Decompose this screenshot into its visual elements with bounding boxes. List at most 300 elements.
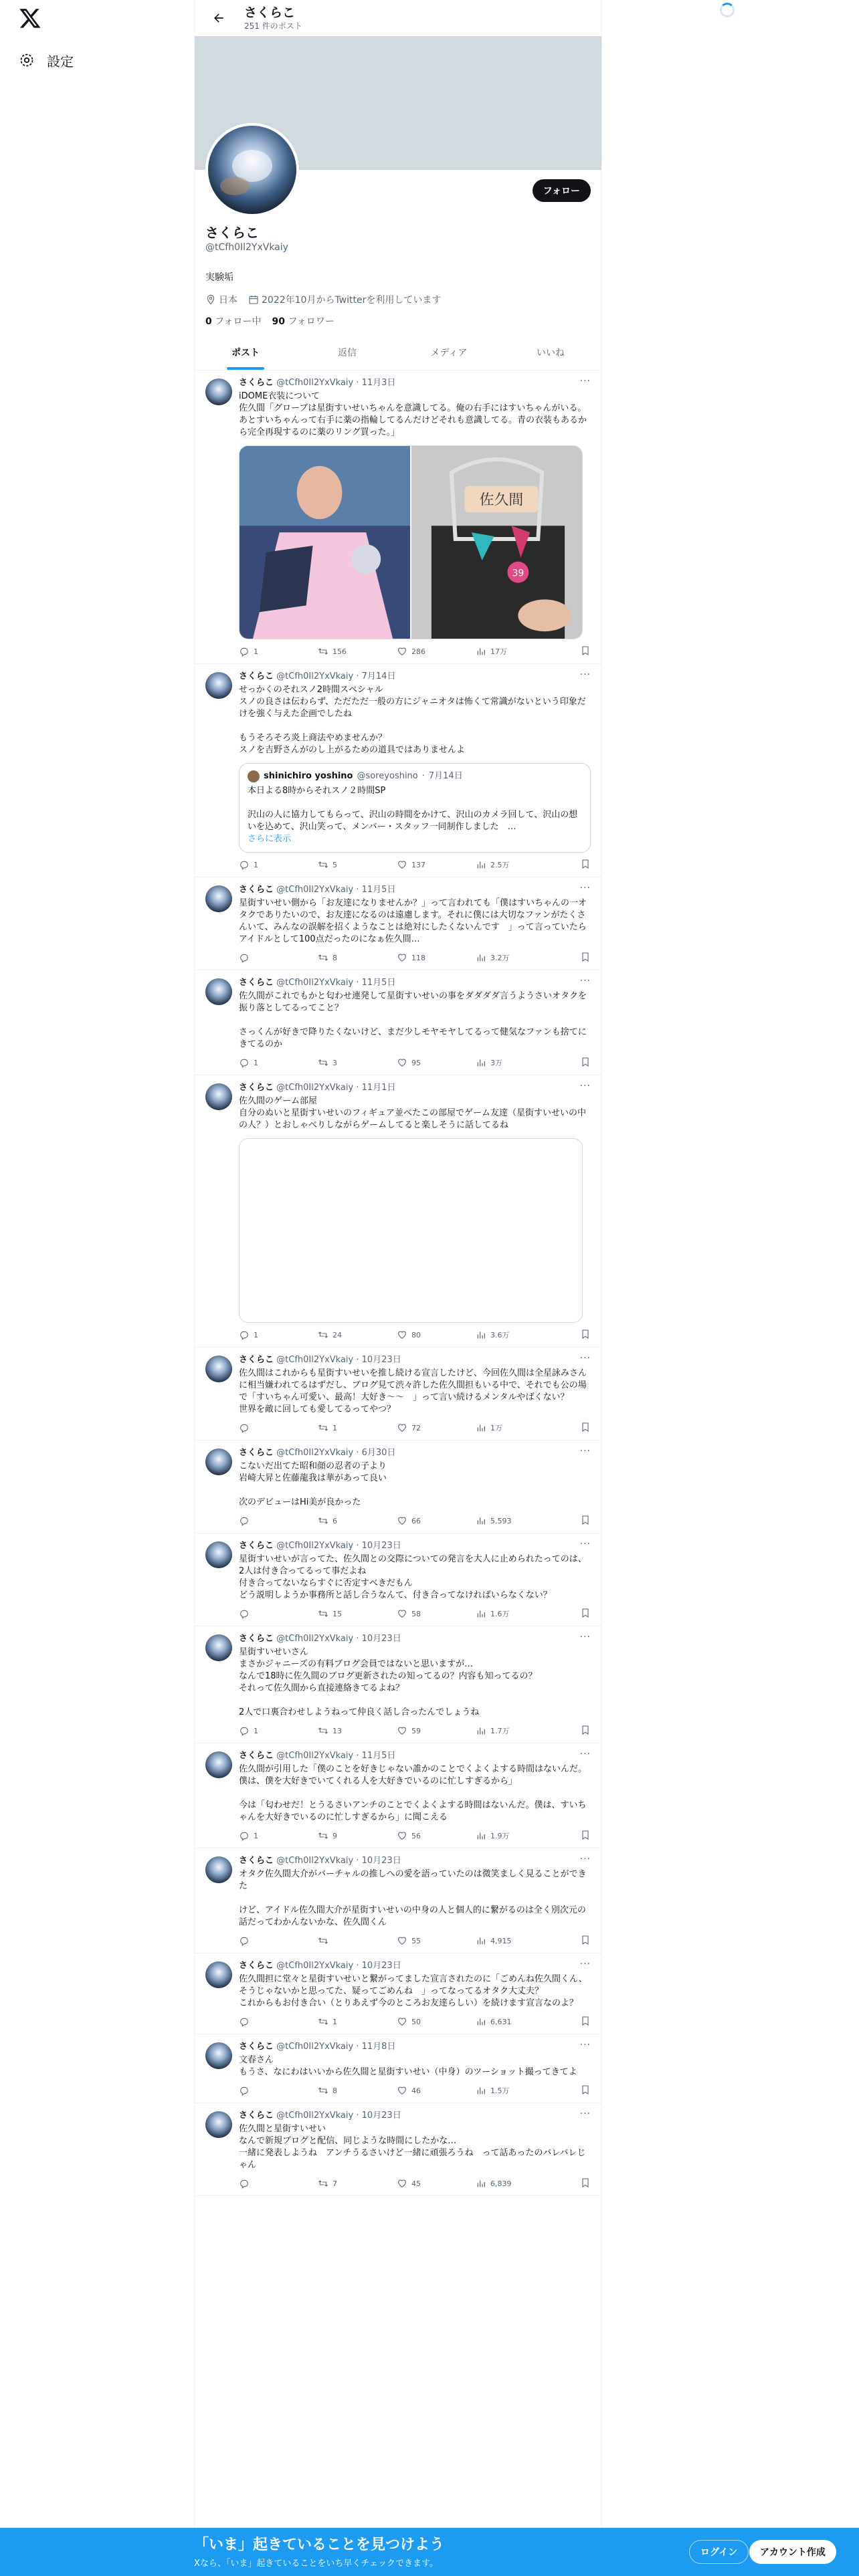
gear-icon <box>19 52 35 68</box>
views-button[interactable] <box>476 646 555 657</box>
heart-icon <box>397 1057 407 1068</box>
like-button[interactable] <box>397 1725 476 1736</box>
tweet-photo-performer[interactable] <box>240 446 410 639</box>
bookmark-button[interactable] <box>580 1830 591 1842</box>
bottom-signup-bar <box>0 2528 859 2576</box>
tweet-photo-bag[interactable] <box>411 446 582 639</box>
like-button[interactable] <box>397 1830 476 1841</box>
views-chart-icon <box>476 1830 486 1841</box>
quote-tweet[interactable] <box>239 763 591 853</box>
tweet-media[interactable] <box>239 445 583 639</box>
views-count: 3.6万 <box>490 1331 510 1339</box>
tweet-date[interactable]: 11月3日 <box>361 378 396 388</box>
reply-icon <box>239 952 250 963</box>
tweet-dot: · <box>353 378 362 388</box>
retweet-button[interactable] <box>318 1422 397 1433</box>
heart-icon <box>397 1935 407 1946</box>
tab-posts[interactable]: ポスト <box>195 334 296 370</box>
tweet-header <box>239 1633 591 1645</box>
retweet-button[interactable] <box>318 1515 397 1526</box>
retweet-count: 1 <box>332 2017 337 2026</box>
tweet-avatar[interactable] <box>205 672 232 699</box>
views-button[interactable] <box>476 1725 555 1736</box>
retweet-button[interactable] <box>318 1057 397 1068</box>
tweet-date[interactable]: 11月5日 <box>361 885 396 895</box>
arrow-left-icon <box>212 11 225 25</box>
tweet-avatar[interactable] <box>205 2042 232 2069</box>
views-chart-icon <box>476 952 486 963</box>
tweet-author-handle: @tCfh0Il2YxVkaiy <box>276 671 354 681</box>
tweet-author-handle: @tCfh0Il2YxVkaiy <box>276 2111 354 2121</box>
tweet-avatar[interactable] <box>205 1356 232 1382</box>
tweet-avatar[interactable] <box>205 978 232 1005</box>
retweet-icon <box>318 2016 328 2027</box>
bottom-bar-text <box>194 2536 444 2569</box>
bookmark-icon <box>580 1608 591 1618</box>
views-button[interactable] <box>476 2016 555 2027</box>
tweet-author-handle: @tCfh0Il2YxVkaiy <box>276 1751 354 1761</box>
profile-location-text: 日本 <box>219 295 237 306</box>
profile-handle: @tCfh0Il2YxVkaiy <box>205 242 288 253</box>
tweet-actions <box>239 1724 591 1737</box>
retweet-count: 15 <box>332 1609 342 1618</box>
views-button[interactable] <box>476 1830 555 1841</box>
reply-button[interactable] <box>239 1329 318 1340</box>
tweet-author-name[interactable]: さくらこ <box>239 378 274 388</box>
more-options-icon[interactable]: ··· <box>579 1539 591 1549</box>
tweet-author-name[interactable]: さくらこ <box>239 1083 274 1093</box>
tweet-author-handle: @tCfh0Il2YxVkaiy <box>276 2042 354 2052</box>
reply-count: 1 <box>254 1058 258 1067</box>
tweet[interactable] <box>195 1348 601 1440</box>
tweet-author-handle: @tCfh0Il2YxVkaiy <box>276 1634 354 1644</box>
tweet-date[interactable]: 11月5日 <box>361 978 396 988</box>
retweet-button[interactable] <box>318 1725 397 1736</box>
tweet[interactable] <box>195 2103 601 2196</box>
like-count: 55 <box>411 1936 421 1945</box>
like-button[interactable] <box>397 2016 476 2027</box>
retweet-icon <box>318 1608 328 1619</box>
bookmark-button[interactable] <box>580 952 591 964</box>
tweet-actions <box>239 1607 591 1620</box>
reply-button[interactable] <box>239 1057 318 1068</box>
reply-icon <box>239 1935 250 1946</box>
retweet-button[interactable] <box>318 859 397 870</box>
tweet-dot: · <box>353 885 362 895</box>
like-button[interactable] <box>397 2085 476 2096</box>
nav-settings[interactable] <box>19 47 74 74</box>
tweet[interactable] <box>195 1743 601 1848</box>
retweet-count: 5 <box>332 860 337 869</box>
tweet-header <box>239 671 591 683</box>
tweet-actions <box>239 1514 591 1527</box>
profile-avatar[interactable] <box>205 123 299 217</box>
tweet-author-name[interactable]: さくらこ <box>239 978 274 988</box>
reply-icon <box>239 1422 250 1433</box>
reply-button[interactable] <box>239 952 318 963</box>
profile-bio: 実験垢 <box>205 272 233 283</box>
views-button[interactable] <box>476 1329 555 1340</box>
tweet-date[interactable]: 11月8日 <box>361 2042 396 2052</box>
tweet-header <box>239 977 591 989</box>
tweet-dot: · <box>353 671 362 681</box>
location-pin-icon <box>205 294 216 305</box>
retweet-icon <box>318 1329 328 1340</box>
loading-spinner-icon <box>720 3 735 17</box>
more-options-icon[interactable]: ··· <box>579 976 591 986</box>
reply-icon <box>239 1515 250 1526</box>
tweet-date[interactable]: 10月23日 <box>361 1541 401 1551</box>
profile-joined-text: 2022年10月からTwitterを利用しています <box>262 295 442 306</box>
more-options-icon[interactable]: ··· <box>579 1353 591 1364</box>
views-button[interactable] <box>476 1515 555 1526</box>
more-options-icon[interactable]: ··· <box>579 1854 591 1864</box>
tweet-dot: · <box>353 1856 362 1866</box>
bookmark-button[interactable] <box>580 859 591 871</box>
bookmark-icon <box>580 2016 591 2026</box>
views-chart-icon <box>476 859 486 870</box>
bookmark-button[interactable] <box>580 2177 591 2190</box>
tweet-author-handle: @tCfh0Il2YxVkaiy <box>276 378 354 388</box>
followers-count: 90 <box>272 316 285 327</box>
retweet-button[interactable] <box>318 2016 397 2027</box>
tweet[interactable] <box>195 1953 601 2034</box>
quote-dot: · <box>421 771 425 781</box>
more-options-icon[interactable]: ··· <box>579 1081 591 1091</box>
following-count: 0 <box>205 316 212 327</box>
tweet-author-name[interactable]: さくらこ <box>239 1541 274 1551</box>
views-count: 1万 <box>490 1424 502 1432</box>
retweet-button[interactable] <box>318 1830 397 1841</box>
more-options-icon[interactable]: ··· <box>579 376 591 387</box>
tweet-date[interactable]: 7月14日 <box>361 671 396 681</box>
tweet[interactable] <box>195 2034 601 2103</box>
like-button[interactable] <box>397 1422 476 1433</box>
tweet-text: iDOME衣装について 佐久間「グローブは星街すいせいちゃんを意識してる。俺の右手にはすいちゃんがいる。あとすいちゃんって右手に薬の指輪してるんだけどそれも意識してる。青の衣装もあるから完全再現するのに薬のリング買った。」 <box>239 391 587 437</box>
tweet-actions <box>239 2177 591 2190</box>
views-count: 1.7万 <box>490 1727 510 1735</box>
retweet-button[interactable] <box>318 2178 397 2189</box>
bookmark-button[interactable] <box>580 1422 591 1434</box>
views-button[interactable] <box>476 1057 555 1068</box>
tweet-author-name[interactable]: さくらこ <box>239 1856 274 1866</box>
views-count: 1.6万 <box>490 1610 510 1618</box>
follow-button[interactable]: フォロー <box>533 179 591 202</box>
bookmark-button[interactable] <box>580 1935 591 1947</box>
reply-icon <box>239 2178 250 2189</box>
retweet-button[interactable] <box>318 1608 397 1619</box>
tweet-dot: · <box>353 1541 362 1551</box>
retweet-button[interactable] <box>318 952 397 963</box>
tweet-text: こないだ出てた昭和顔の忍者の子より 岩崎大昇と佐藤龍我は華があって良い 次のデビューはHi美が良かった <box>239 1461 387 1507</box>
reply-button[interactable] <box>239 1725 318 1736</box>
quote-show-more-link[interactable]: さらに表示 <box>248 834 292 844</box>
retweet-button[interactable] <box>318 1329 397 1340</box>
like-button[interactable] <box>397 1329 476 1340</box>
tweet-date[interactable]: 11月5日 <box>361 1751 396 1761</box>
tweet-date[interactable]: 10月23日 <box>361 1961 401 1971</box>
profile-follow-stats <box>205 314 593 328</box>
tweet-avatar[interactable] <box>205 1083 232 1110</box>
reply-button[interactable] <box>239 1935 318 1946</box>
tweet-author-name[interactable]: さくらこ <box>239 2111 274 2121</box>
reply-button[interactable] <box>239 2178 318 2189</box>
retweet-icon <box>318 1057 328 1068</box>
like-button[interactable] <box>397 859 476 870</box>
retweet-button[interactable] <box>318 646 397 657</box>
reply-button[interactable] <box>239 859 318 870</box>
reply-button[interactable] <box>239 1830 318 1841</box>
profile-name: さくらこ <box>205 225 259 241</box>
more-options-icon[interactable]: ··· <box>579 2109 591 2119</box>
like-button[interactable] <box>397 1515 476 1526</box>
timeline <box>195 370 601 2196</box>
like-count: 137 <box>411 860 425 869</box>
more-options-icon[interactable]: ··· <box>579 1749 591 1759</box>
views-count: 1.9万 <box>490 1832 510 1840</box>
views-count: 6,839 <box>490 2179 512 2188</box>
bookmark-button[interactable] <box>580 1725 591 1737</box>
tweet-actions <box>239 2015 591 2028</box>
like-count: 118 <box>411 953 425 962</box>
retweet-icon <box>318 952 328 963</box>
tweet-actions <box>239 1829 591 1842</box>
tweet-author-name[interactable]: さくらこ <box>239 671 274 681</box>
retweet-icon <box>318 1422 328 1433</box>
views-button[interactable] <box>476 2085 555 2096</box>
tweet-date[interactable]: 11月1日 <box>361 1083 396 1093</box>
bookmark-button[interactable] <box>580 1057 591 1069</box>
back-button[interactable] <box>205 5 232 31</box>
views-count: 17万 <box>490 647 507 656</box>
tweet-author-name[interactable]: さくらこ <box>239 1355 274 1365</box>
profile-tabs <box>195 334 601 370</box>
reply-count: 1 <box>254 1831 258 1840</box>
tweet-header <box>239 1447 591 1459</box>
tweet-author-name[interactable]: さくらこ <box>239 2042 274 2052</box>
following-link[interactable] <box>205 314 262 328</box>
like-button[interactable] <box>397 2178 476 2189</box>
bookmark-icon <box>580 1329 591 1339</box>
views-button[interactable] <box>476 859 555 870</box>
tweet-author-handle: @tCfh0Il2YxVkaiy <box>276 885 354 895</box>
tweet-avatar[interactable] <box>205 885 232 912</box>
like-button[interactable] <box>397 1935 476 1946</box>
more-options-icon[interactable]: ··· <box>579 1632 591 1642</box>
views-button[interactable] <box>476 1422 555 1433</box>
tweet-author-name[interactable]: さくらこ <box>239 1634 274 1644</box>
quote-author-name: shinichiro yoshino <box>264 771 353 781</box>
like-button[interactable] <box>397 952 476 963</box>
bookmark-button[interactable] <box>580 645 591 658</box>
retweet-button[interactable] <box>318 1935 397 1946</box>
views-chart-icon <box>476 1935 486 1946</box>
tweet-avatar[interactable] <box>205 1541 232 1568</box>
more-options-icon[interactable]: ··· <box>579 1959 591 1969</box>
tweet-avatar[interactable] <box>205 1751 232 1778</box>
views-count: 4,915 <box>490 1936 512 1945</box>
tweet-actions <box>239 1934 591 1947</box>
header-post-count: 251 件のポスト <box>244 21 302 31</box>
bookmark-icon <box>580 952 591 962</box>
tweet-date[interactable]: 10月23日 <box>361 1355 401 1365</box>
tweet[interactable] <box>195 1075 601 1348</box>
views-count: 2.5万 <box>490 861 510 869</box>
tweet-header <box>239 377 591 389</box>
tweet-dot: · <box>353 1355 362 1365</box>
views-button[interactable] <box>476 2178 555 2189</box>
tweet-avatar[interactable] <box>205 1856 232 1883</box>
tweet-embed-placeholder[interactable] <box>239 1138 583 1323</box>
bookmark-icon <box>580 859 591 869</box>
views-chart-icon <box>476 1608 486 1619</box>
views-button[interactable] <box>476 1935 555 1946</box>
heart-icon <box>397 1830 407 1841</box>
reply-button[interactable] <box>239 1515 318 1526</box>
tweet-actions <box>239 951 591 964</box>
bookmark-icon <box>580 2084 591 2095</box>
reply-icon <box>239 1329 250 1340</box>
like-button[interactable] <box>397 1057 476 1068</box>
tweet-author-handle: @tCfh0Il2YxVkaiy <box>276 978 354 988</box>
tweet-date[interactable]: 10月23日 <box>361 1634 401 1644</box>
tweet-header <box>239 1855 591 1867</box>
tab-likes[interactable]: いいね <box>537 347 565 358</box>
heart-icon <box>397 859 407 870</box>
tab-media[interactable]: メディア <box>430 347 468 358</box>
followers-label: フォロワー <box>288 316 335 327</box>
reply-icon <box>239 1057 250 1068</box>
heart-icon <box>397 1725 407 1736</box>
bookmark-button[interactable] <box>580 2084 591 2097</box>
tweet[interactable] <box>195 664 601 877</box>
tweet-date[interactable]: 10月23日 <box>361 2111 401 2121</box>
bookmark-button[interactable] <box>580 1329 591 1341</box>
tweet[interactable] <box>195 1626 601 1743</box>
more-options-icon[interactable]: ··· <box>579 883 591 893</box>
x-logo-icon[interactable] <box>19 7 41 29</box>
quote-avatar <box>248 770 260 782</box>
profile-info <box>205 225 593 328</box>
reply-icon <box>239 859 250 870</box>
bookmark-button[interactable] <box>580 1608 591 1620</box>
heart-icon <box>397 1329 407 1340</box>
views-count: 5,593 <box>490 1516 512 1525</box>
retweet-icon <box>318 646 328 657</box>
reply-count: 1 <box>254 1726 258 1735</box>
reply-button[interactable] <box>239 2085 318 2096</box>
header-text <box>244 5 302 31</box>
like-button[interactable] <box>397 646 476 657</box>
bookmark-button[interactable] <box>580 1515 591 1527</box>
tweet-avatar[interactable] <box>205 379 232 405</box>
quote-date: 7月14日 <box>428 771 463 781</box>
tweet-actions <box>239 2084 591 2097</box>
login-button[interactable]: ログイン <box>689 2540 749 2564</box>
tweet-header <box>239 1750 591 1762</box>
tweet-author-name[interactable]: さくらこ <box>239 1961 274 1971</box>
retweet-button[interactable] <box>318 2085 397 2096</box>
tweet[interactable] <box>195 1848 601 1953</box>
reply-button[interactable] <box>239 2016 318 2027</box>
tweet-date[interactable]: 6月30日 <box>361 1448 396 1458</box>
like-count: 56 <box>411 1831 421 1840</box>
bookmark-icon <box>580 1057 591 1067</box>
tweet-actions <box>239 1056 591 1069</box>
more-options-icon[interactable]: ··· <box>579 2040 591 2050</box>
reply-icon <box>239 1830 250 1841</box>
tweet-avatar[interactable] <box>205 1634 232 1661</box>
tweet-author-handle: @tCfh0Il2YxVkaiy <box>276 1961 354 1971</box>
tweet[interactable] <box>195 1533 601 1626</box>
tweet-author-handle: @tCfh0Il2YxVkaiy <box>276 1448 354 1458</box>
views-button[interactable] <box>476 1608 555 1619</box>
tweet[interactable] <box>195 877 601 970</box>
following-label: フォロー中 <box>215 316 262 327</box>
more-options-icon[interactable]: ··· <box>579 1446 591 1457</box>
signup-button[interactable]: アカウント作成 <box>749 2540 836 2564</box>
retweet-count: 13 <box>332 1726 342 1735</box>
heart-icon <box>397 2085 407 2096</box>
tweet[interactable] <box>195 370 601 664</box>
tab-replies[interactable]: 返信 <box>338 347 357 358</box>
tweet-author-name[interactable]: さくらこ <box>239 1448 274 1458</box>
tweet-text: 佐久間が引用した「僕のことを好きじゃない誰かのことでくよくよする時間はないんだ。僕は、僕を大好きでいてくれる人を大好きでいるのに忙しすぎるから」 今は「匂わせだ！とうるさいアンチのことでくよくよする時間はないんだ。僕は、すいちゃんを大好きでいるのに忙しすぎるから」に聞こえる <box>239 1764 587 1822</box>
tweet-actions <box>239 1328 591 1341</box>
reply-button[interactable] <box>239 1608 318 1619</box>
bottom-bar-title: 「いま」起きていることを見つけよう <box>194 2537 445 2553</box>
tweet-text: 佐久間がこれでもかと匂わせ連発して星街すいせいの事をダダダダ言うようさいオタクを振り落としてるってこと？ さっくんが好きで降りたくないけど、まだ少しモヤモヤしてるって健気なファンも捨てにきてるのか <box>239 991 587 1049</box>
bookmark-button[interactable] <box>580 2016 591 2028</box>
quote-header <box>248 770 582 782</box>
more-options-icon[interactable]: ··· <box>579 669 591 680</box>
like-button[interactable] <box>397 1608 476 1619</box>
views-chart-icon <box>476 1515 486 1526</box>
bookmark-icon <box>580 1725 591 1735</box>
views-button[interactable] <box>476 952 555 963</box>
tweet-avatar[interactable] <box>205 1448 232 1475</box>
tweet-text: 佐久間担に堂々と星街すいせいと繋がってました宣言されたのに「ごめんね佐久間くん、そうじゃないかと思ってた、疑ってごめんね 」ってなってるオタク大丈夫？ これからもお付き合い（とりあえず今のところお友達らしい）を続けます宣言なのよ？ <box>239 1974 587 2008</box>
tweet-dot: · <box>353 978 362 988</box>
svg-text:39: 39 <box>512 568 524 579</box>
tweet-text: 星街すいせいが言ってた、佐久間との交際についての発言を大人に止められたってのは、2人は付き合ってるって事だよね 付き合ってないならすぐに否定すべきだもん どう説明しようか事務所と話し合うなんて、付き合ってなければいらなくない？ <box>239 1554 587 1600</box>
tweet-avatar[interactable] <box>205 2111 232 2138</box>
tweet-author-name[interactable]: さくらこ <box>239 885 274 895</box>
profile-header <box>195 0 601 36</box>
tweet-avatar[interactable] <box>205 1961 232 1988</box>
header-name: さくらこ <box>244 5 296 20</box>
tweet[interactable] <box>195 970 601 1075</box>
tweet-author-handle: @tCfh0Il2YxVkaiy <box>276 1355 354 1365</box>
reply-button[interactable] <box>239 1422 318 1433</box>
bookmark-icon <box>580 1830 591 1840</box>
retweet-count: 6 <box>332 1516 337 1525</box>
profile-meta <box>205 293 593 306</box>
tweet-date[interactable]: 10月23日 <box>361 1856 401 1866</box>
heart-icon <box>397 2016 407 2027</box>
reply-icon <box>239 1608 250 1619</box>
followers-link[interactable] <box>272 314 335 328</box>
tweet-dot: · <box>353 2111 362 2121</box>
retweet-icon <box>318 1830 328 1841</box>
tweet-dot: · <box>353 1083 362 1093</box>
tweet-author-name[interactable]: さくらこ <box>239 1751 274 1761</box>
tweet-actions <box>239 858 591 871</box>
reply-button[interactable] <box>239 646 318 657</box>
like-count: 58 <box>411 1609 421 1618</box>
tweet-text: オタク佐久間大介がバーチャルの推しへの愛を語っていたのは微笑ましく見ることができた けど、アイドル佐久間大介が星街すいせいの中身の人と個人的に繋がるのは全く別次元の話だってわかんないかな、佐久間くん <box>239 1869 587 1927</box>
tweet[interactable] <box>195 1440 601 1533</box>
